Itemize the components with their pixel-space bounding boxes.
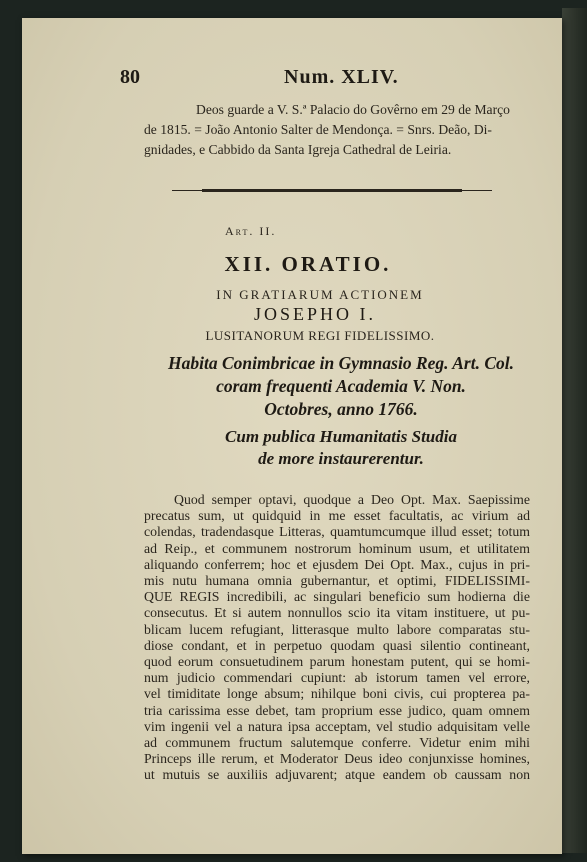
section-divider (202, 189, 462, 192)
book-page-edge (562, 8, 587, 853)
body-line: vim ingenii vel a natura ipsa acceptam, vel studio adquisitam velle (144, 718, 530, 734)
closing-line: de 1815. = João Antonio Salter de Mendonça. = Snrs. Deão, Di- (144, 122, 492, 137)
occasion-block (145, 352, 537, 421)
running-head: Num. XLIV. (284, 66, 399, 88)
body-line: vel timiditate longe absum; nihilque boni civis, cui propterea pa- (144, 686, 530, 702)
body-line: precatus sum, ut quidquid in me esset facultatis, ac virium ad (144, 508, 530, 524)
article-label: Art. II. (225, 224, 277, 238)
body-line: ad Reip., et communem nostrorum hominum usum, et utilitatem (144, 540, 530, 556)
occasion-line: Habita Conimbricae in Gymnasio Reg. Art. Col. (168, 353, 514, 373)
occasion-line: Octobres, anno 1766. (264, 399, 418, 419)
oration-title: XII. ORATIO. (224, 252, 392, 276)
dedicatee-title: LUSITANORUM REGI FIDELISSIMO. (205, 328, 435, 343)
closing-paragraph (144, 100, 536, 160)
body-line: Princeps ille rerum, et Moderator Deus ideo conjunxisse homines, (144, 751, 530, 767)
body-line: diose condant, et in perpetuo quodam quasi silentio contineant, (144, 637, 530, 653)
purpose-line: de more instaurerentur. (258, 449, 424, 468)
body-line: consecutus. Et si autem nonnullos scio ita vitam instituere, ut pu- (144, 605, 530, 621)
body-line: QUE REGIS incredibili, ac singulari beneficio sum hodierna die (144, 589, 530, 605)
body-line: colendas, tradendasque Litteras, quamtumcumque illud esset; totum (144, 524, 530, 540)
closing-line: Deos guarde a V. S.ª Palacio do Govêrno em 29 de Março (196, 102, 510, 117)
body-line: ut mutuis se auxiliis adjuvarent; atque eandem ob caussam non (144, 767, 530, 783)
body-line: ad communem fructum salutemque conferre. Videtur enim mihi (144, 735, 530, 751)
purpose-line: Cum publica Humanitatis Studia (225, 427, 457, 446)
body-line: mis nutu humana omnia gubernantur, et optimi, FIDELISSIMI- (144, 573, 530, 589)
oration-subtitle: IN GRATIARUM ACTIONEM (216, 287, 424, 302)
dedicatee-name: JOSEPHO I. (253, 304, 376, 324)
oration-body (144, 492, 530, 784)
body-line: quod eorum consuetudinem parum honestam putent, qui se homi- (144, 654, 530, 670)
closing-line: gnidades, e Cabbido da Santa Igreja Cathedral de Leiria. (144, 142, 452, 157)
purpose-block (145, 426, 537, 470)
body-line: blicam lucem refugiant, litterasque multo labore comparatas stu- (144, 621, 530, 637)
body-line: tria carissima esse debet, tam proprium esse judico, quam omnem (144, 702, 530, 718)
body-line: aliquando conferrem; hoc et ejusdem Dei Opt. Max., cujus in pri- (144, 556, 530, 572)
page-number: 80 (120, 66, 140, 88)
occasion-line: coram frequenti Academia V. Non. (216, 376, 466, 396)
body-line: num judicio commendari cupiunt: ab istorum tamen vel errore, (144, 670, 530, 686)
body-line: Quod semper optavi, quodque a Deo Opt. Max. Saepissime (174, 492, 530, 507)
